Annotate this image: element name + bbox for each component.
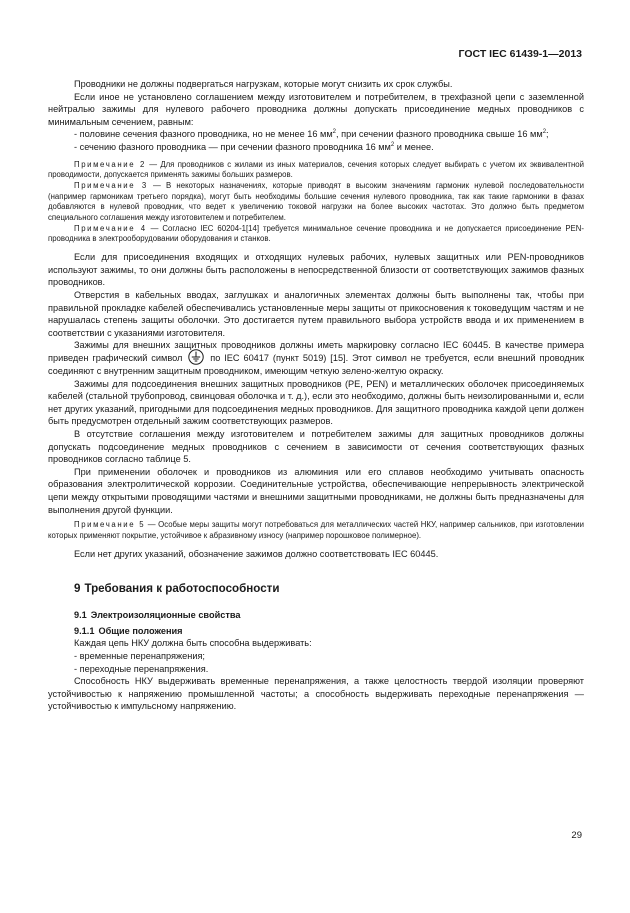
paragraph: Зажимы для подсоединения внешних защитных проводников (PE, PEN) и металлических оболочек присоединяемых кабелей (стальной трубопровод, свинцовая оболочка и т. д.), если это необходимо, должны быть неизолированными и, если нет других указаний, пригодными для подсоединения медных проводников. Для защитного проводника каждой цепи должен быть предусмотрен отдельный зажим соответствующих размеров. (48, 378, 584, 427)
subsection-heading (48, 609, 584, 622)
note-text: — Согласно IEC 60204-1[14] требуется минимальное сечение проводника и не допускается присоединение PEN-проводника в электрооборудовании оборудования и станков. (48, 223, 584, 244)
note-label: Примечание 5 (74, 520, 146, 530)
paragraph: Если для присоединения входящих и отходящих нулевых рабочих, нулевых защитных или PEN-проводников используют зажимы, то они должны быть расположены в непосредственной близости от соответствующих зажимов фазных проводников. (48, 252, 584, 288)
protective-earth-icon (188, 349, 204, 365)
page-number: 29 (571, 830, 582, 841)
text-fragment: по IEC 60417 (пункт 5019) [15]. Этот символ не требуется, если внешний проводник соединяют с внутренним защитным проводником, имеющим четкую зелено-желтую окраску. (48, 352, 584, 376)
paragraph: Если нет других указаний, обозначение зажимов должно соответствовать IEC 60445. (74, 548, 439, 559)
paragraph: Если иное не установлено соглашением между изготовителем и потребителем, в трехфазной цепи с заземленной нейтралью зажимы для нулевого рабочего проводника должны допускать присоединение медных проводников с минимальным сечением, равным: (48, 91, 584, 127)
section-title: Электроизоляционные свойства (90, 610, 241, 621)
text-fragment: и менее. (394, 141, 434, 152)
note-label: Примечание 2 (74, 159, 146, 169)
paragraph: Проводники не должны подвергаться нагрузкам, которые могут снизить их срок службы. (74, 79, 453, 89)
superscript: 2 (390, 141, 395, 148)
paragraph: Каждая цепь НКУ должна быть способна выдерживать: (74, 638, 312, 649)
list-item: - временные перенапряжения; (74, 650, 205, 661)
note (48, 224, 584, 245)
note-label: Примечание 3 (74, 180, 148, 190)
paragraph: Способность НКУ выдерживать временные перенапряжения, а также целостность твердой изоляции проверяют устойчивостью к напряжению промышленной частоты; а способность выдерживать переходные перенапряжения — устойчивостью к импульсному напряжению. (48, 676, 584, 712)
document-standard-header: ГОСТ IEC 61439-1—2013 (458, 48, 582, 60)
note-label: Примечание 4 (74, 223, 147, 233)
note (48, 520, 584, 541)
text-fragment: Зажимы для внешних защитных проводников должны иметь маркировку согласно IEC 60445. В качестве примера приведен графический символ (48, 340, 584, 363)
text-fragment: - сечению фазного проводника — при сечении фазного проводника 16 мм (74, 141, 391, 152)
superscript: 2 (542, 129, 547, 136)
note (48, 160, 584, 181)
paragraph: Отверстия в кабельных вводах, заглушках и аналогичных элементах должны быть выполнены так, чтобы при правильной прокладке кабелей обеспечивались установленные меры защиты от прикосновения к токоведущим частям и не нарушалась степень защиты оболочки. Это достигается путем правильного выбора устройств ввода и их применением в соответствии с указаниями изготовителя. (48, 289, 584, 338)
section-number: 9.1.1 (74, 625, 95, 636)
text-fragment: - половине сечения фазного проводника, но не менее 16 мм (74, 129, 333, 140)
text-fragment: , при сечении фазного проводника свыше 16 мм (336, 129, 543, 140)
note (48, 181, 584, 224)
paragraph: В отсутствие соглашения между изготовителем и потребителем зажимы для защитных проводников должны допускать подсоединение медных проводников с сечением в зависимости от сечения соответствующих фазных проводников согласно таблице 5. (48, 428, 584, 465)
note-text: — Для проводников с жилами из иных материалов, сечения которых следует выбирать с учетом их эквивалентной проводимости, допускается применять зажимы больших размеров. (48, 159, 584, 180)
page-content (48, 78, 584, 713)
section-number: 9 (74, 582, 81, 596)
section-title: Общие положения (98, 625, 183, 636)
list-item (48, 128, 584, 141)
note-text: — Особые меры защиты могут потребоваться для металлических частей НКУ, например сальников, при изготовлении которых применяют покрытие, устойчивое к абразивному износу (например порошковое полимерное). (48, 520, 584, 540)
section-heading (48, 581, 584, 597)
list-item (48, 141, 584, 154)
superscript: 2 (332, 129, 336, 136)
text-fragment: ; (546, 129, 549, 140)
section-title: Требования к работоспособности (84, 582, 280, 596)
section-number: 9.1 (74, 610, 87, 621)
paragraph: При применении оболочек и проводников из алюминия или его сплавов необходимо учитывать опасность образования электролитической коррозии. Соединительные устройства, обеспечивающие непрерывность электрической цепи между открытыми проводящими частями и внешними защитными проводниками, не должны быть предназначены для выполнения другой функции. (48, 466, 584, 515)
note-text: — В некоторых назначениях, которые приводят в высоким значениям гармоник нулевой последовательности (например гармоникам третьего порядка), могут быть необходимы большие сечения нулевого проводника, так как такие гармоники в фазах добавляются в нулевой проводник, что ведет к увеличению токовой нагрузки на более высоких частотах. Это должно быть предметом специального соглашения между изготовителем и потребителем. (48, 180, 584, 223)
subsubsection-heading (48, 625, 584, 638)
list-item: - переходные перенапряжения. (74, 663, 209, 674)
paragraph (48, 339, 584, 377)
